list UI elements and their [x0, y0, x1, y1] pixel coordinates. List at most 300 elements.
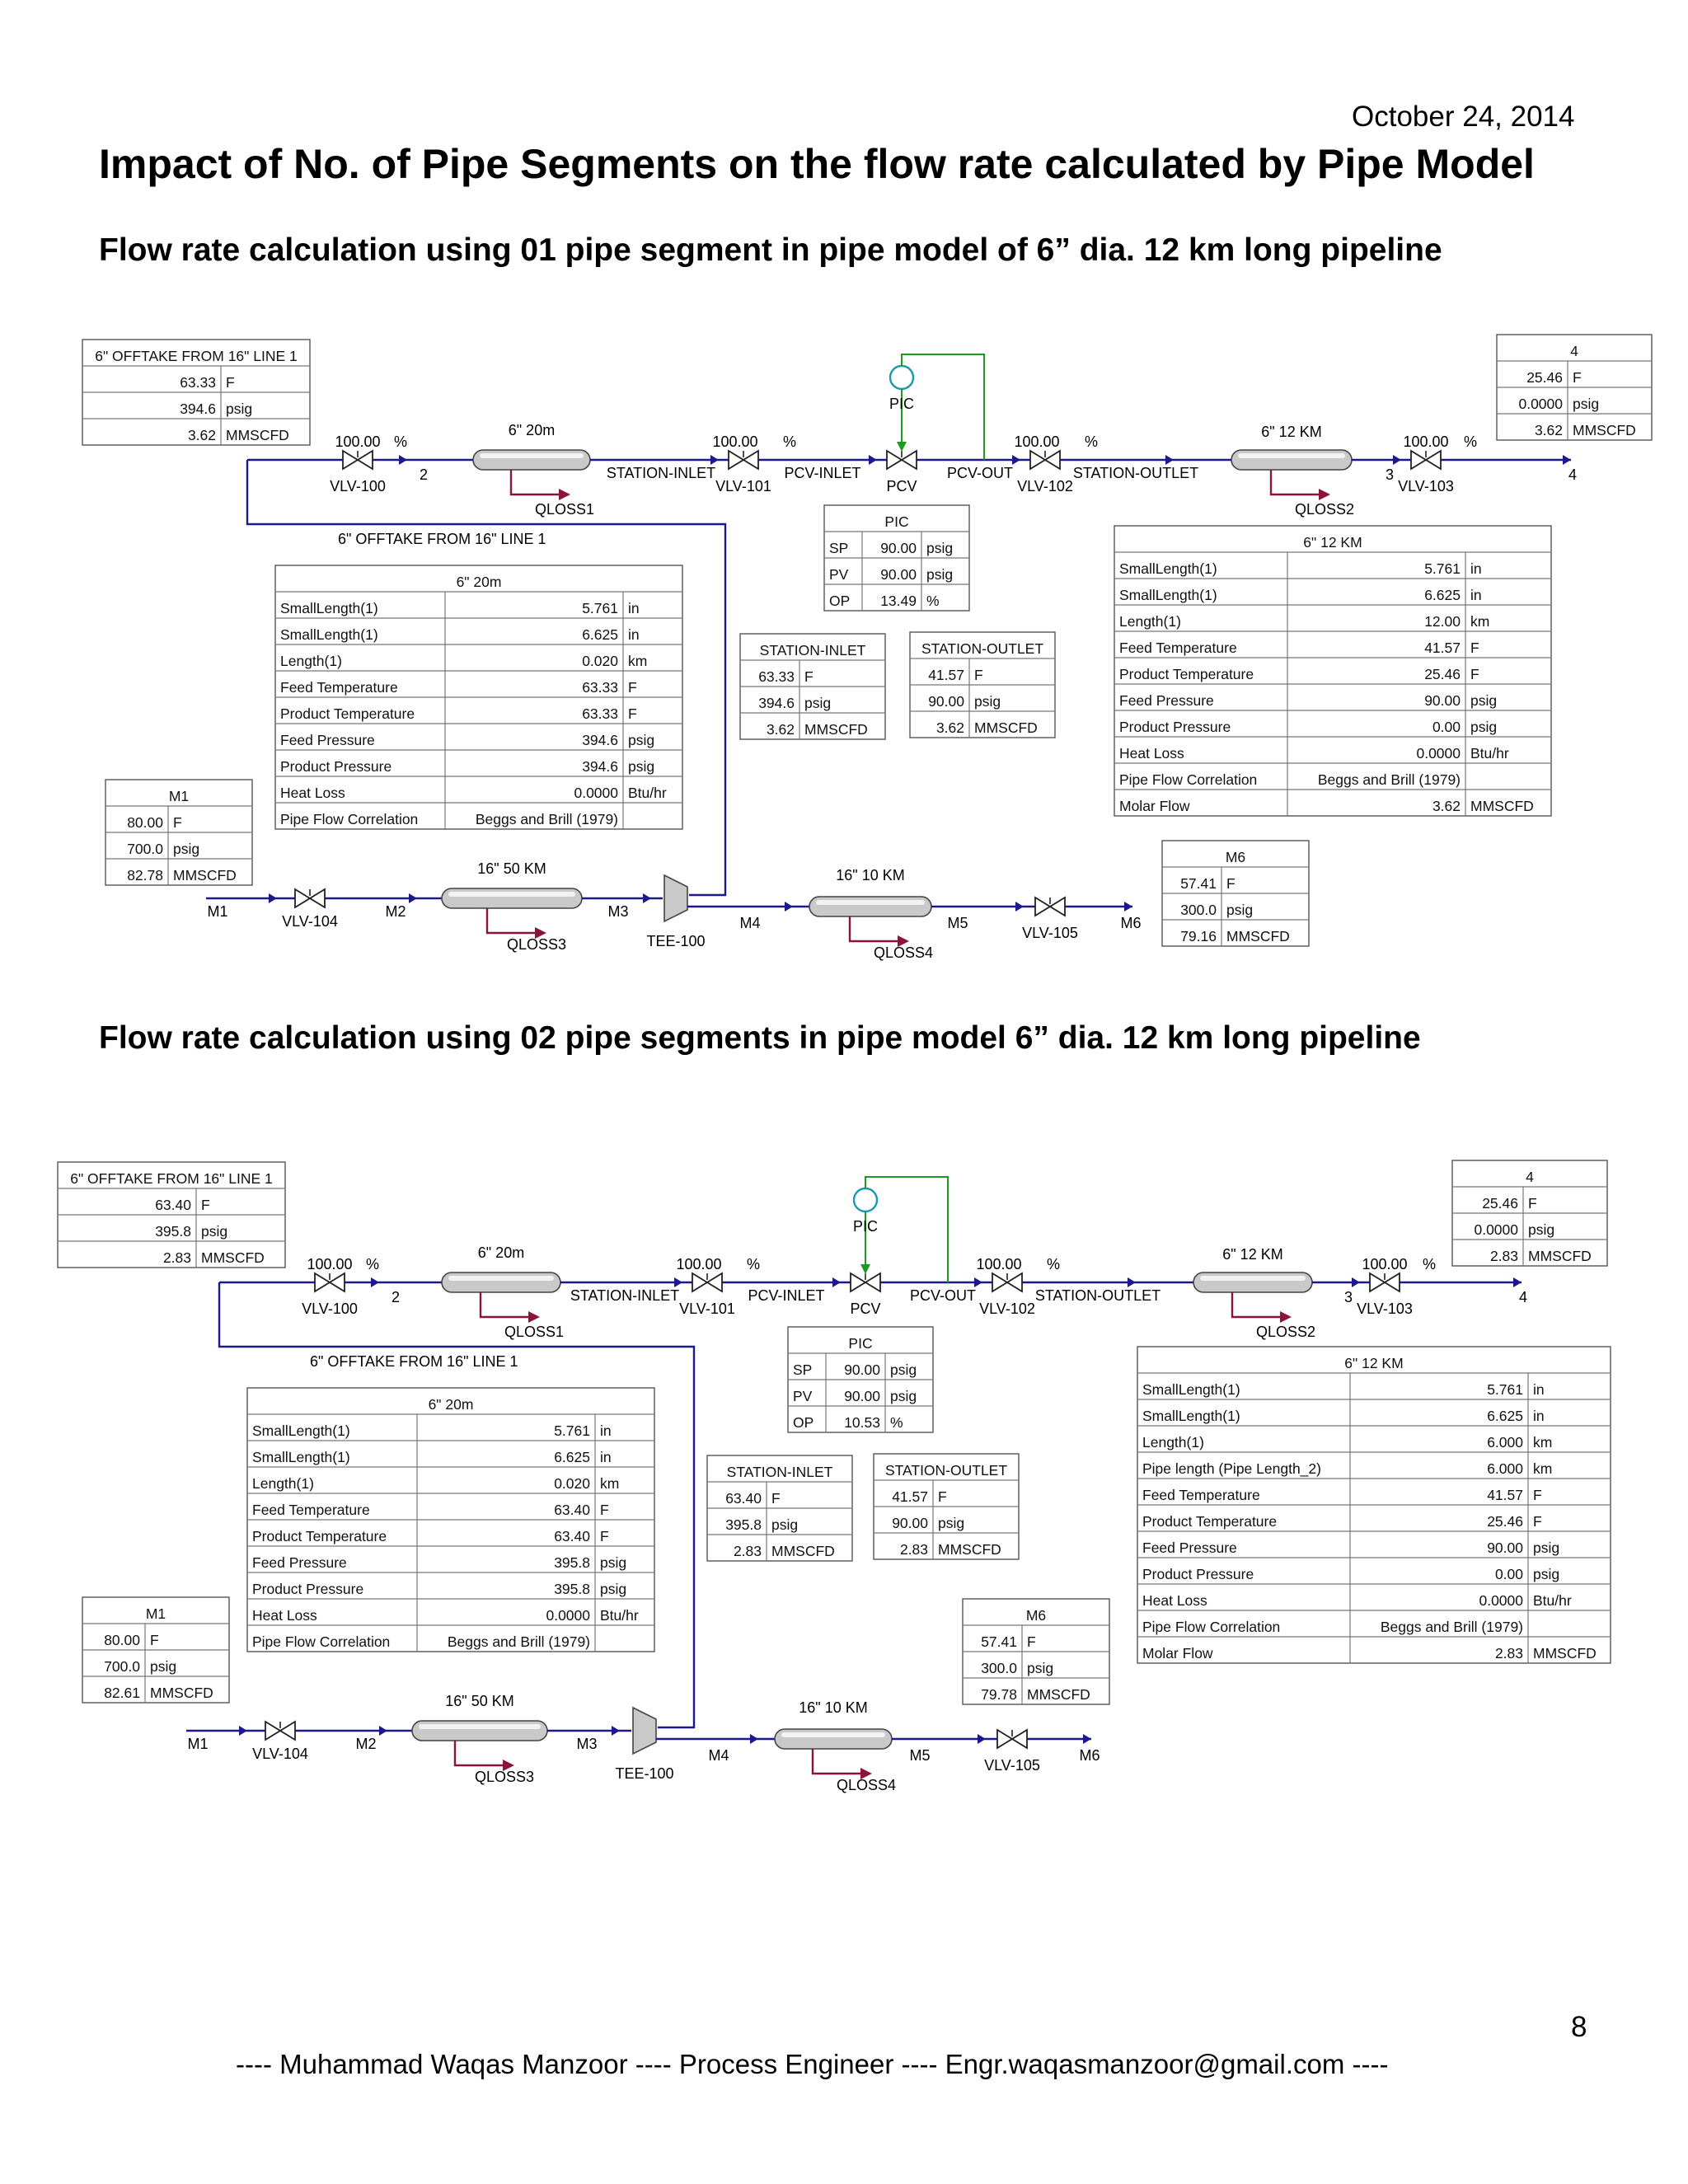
table-stream-4 — [1452, 1160, 1607, 1266]
qloss3-label: QLOSS3 — [474, 1769, 535, 1785]
table-pipe-6in-12km-cell: Product Pressure — [1119, 719, 1231, 735]
pipe-6in-12km-label: 6" 12 KM — [1222, 1246, 1283, 1263]
pic-controller-symbol — [890, 366, 913, 389]
table-m1-cell: 700.0 — [104, 1658, 140, 1675]
valve-vlv-101 — [692, 1273, 722, 1291]
table-offtake-cell: F — [201, 1197, 210, 1213]
pic-label: PIC — [889, 396, 915, 412]
table-m1-cell: F — [150, 1632, 159, 1648]
vlv-102-opening-unit: % — [1047, 1256, 1061, 1272]
table-pic-cell: SP — [793, 1361, 813, 1378]
table-station-inlet-cell: 3.62 — [766, 721, 795, 738]
pcv-inlet-arrow — [832, 1277, 841, 1287]
pipe-16in-10km-label: 16" 10 KM — [799, 1699, 868, 1716]
table-pipe-6in-12km-cell: Product Temperature — [1119, 666, 1254, 682]
m3-label: M3 — [576, 1736, 598, 1752]
pcv-out-label: PCV-OUT — [946, 465, 1014, 481]
table-station-inlet-cell: MMSCFD — [771, 1543, 835, 1559]
table-pipe-6in-20m-cell: 395.8 — [554, 1581, 590, 1597]
table-pic-cell: PV — [793, 1388, 813, 1404]
qloss1-stream-arrow — [559, 489, 570, 500]
table-stream-4-cell: 25.46 — [1526, 369, 1563, 386]
pipe-16in-50km-body — [442, 888, 582, 908]
table-offtake-cell: MMSCFD — [226, 427, 289, 443]
qloss4-stream-line — [813, 1749, 864, 1774]
table-m1-cell: MMSCFD — [173, 867, 237, 883]
valve-vlv-104 — [295, 889, 325, 907]
table-offtake-cell: 63.33 — [180, 374, 216, 391]
table-pipe-6in-20m-cell: 0.0000 — [546, 1607, 590, 1624]
table-pipe-6in-20m-cell: Feed Temperature — [252, 1502, 370, 1518]
table-stream-4-cell: psig — [1573, 396, 1600, 412]
table-pipe-6in-20m-cell: Pipe Flow Correlation — [252, 1633, 391, 1650]
table-pipe-6in-12km-cell: SmallLength(1) — [1119, 587, 1217, 603]
table-m1-cell: psig — [150, 1658, 177, 1675]
table-stream-4 — [1497, 335, 1652, 440]
pipe-16in-10km-shine — [816, 900, 925, 905]
table-pipe-6in-20m-cell: F — [628, 679, 637, 696]
table-pipe-6in-12km-cell: Feed Pressure — [1142, 1540, 1237, 1556]
table-pipe-6in-20m-cell: 394.6 — [582, 732, 618, 748]
m3-label: M3 — [607, 903, 629, 920]
qloss4-label: QLOSS4 — [873, 944, 934, 961]
table-pic-cell: psig — [890, 1388, 917, 1404]
pipe-16in-50km-shine — [419, 1724, 541, 1729]
table-pic-cell: OP — [793, 1414, 814, 1431]
station-inlet-arrow — [710, 455, 719, 465]
table-pipe-6in-12km-cell: Btu/hr — [1470, 745, 1509, 762]
vlv-102-label: VLV-102 — [979, 1301, 1035, 1317]
pcv-label: PCV — [886, 478, 917, 494]
pic-output-arrow — [897, 442, 907, 452]
vlv-101-opening-unit: % — [747, 1256, 761, 1272]
pipe-16in-10km-shine — [781, 1732, 885, 1737]
stream-2-label: 2 — [391, 1289, 401, 1305]
table-station-inlet-cell: 63.40 — [725, 1490, 762, 1507]
pipe-6in-20m-body — [442, 1272, 560, 1292]
table-pipe-6in-20m-cell: Pipe Flow Correlation — [280, 811, 419, 827]
vlv-105-label: VLV-105 — [1022, 925, 1078, 941]
table-offtake-title: 6" OFFTAKE FROM 16" LINE 1 — [70, 1170, 273, 1187]
table-station-outlet — [910, 632, 1055, 738]
table-station-outlet-cell: F — [938, 1488, 947, 1505]
table-pic-cell: 90.00 — [880, 540, 917, 556]
table-pipe-6in-12km-cell: 41.57 — [1487, 1487, 1523, 1503]
table-station-inlet-cell: 2.83 — [733, 1543, 762, 1559]
table-m1-cell: 82.61 — [104, 1685, 140, 1701]
flowsheet-2-pipe-segments — [0, 1154, 1688, 1797]
table-pipe-6in-20m-cell: Product Temperature — [280, 705, 415, 722]
table-pic-cell: psig — [926, 540, 954, 556]
table-pic-cell: psig — [890, 1361, 917, 1378]
valve-vlv-101 — [729, 451, 758, 469]
table-pipe-6in-20m — [275, 565, 682, 829]
table-m6-cell: 79.78 — [981, 1686, 1017, 1703]
qloss1-stream-line — [481, 1292, 532, 1317]
table-pipe-6in-20m-cell: 0.0000 — [574, 785, 618, 801]
table-pipe-6in-12km-cell: MMSCFD — [1470, 798, 1534, 814]
pipe-16in-50km-label: 16" 50 KM — [445, 1693, 514, 1709]
valve-pcv — [887, 451, 917, 469]
table-pipe-6in-20m-cell: psig — [600, 1554, 627, 1571]
vlv-104-label: VLV-104 — [282, 913, 338, 930]
m5-label: M5 — [909, 1747, 931, 1764]
tee-100-symbol — [664, 875, 687, 921]
table-pipe-6in-12km-cell: F — [1470, 640, 1479, 656]
table-offtake-cell: F — [226, 374, 235, 391]
table-station-outlet-cell: 2.83 — [899, 1541, 928, 1558]
table-station-inlet-cell: F — [771, 1490, 781, 1507]
table-pipe-6in-12km-cell: SmallLength(1) — [1142, 1408, 1240, 1424]
vlv-103-label: VLV-103 — [1357, 1301, 1413, 1317]
stream-2-arrow — [399, 455, 407, 465]
table-pipe-6in-12km-cell: 12.00 — [1424, 613, 1461, 630]
tee-100-label: TEE-100 — [615, 1765, 674, 1782]
table-station-outlet-cell: 90.00 — [928, 693, 964, 710]
table-pipe-6in-20m-cell: 394.6 — [582, 758, 618, 775]
table-station-outlet-cell: 41.57 — [892, 1488, 928, 1505]
footer-author-line: ---- Muhammad Waqas Manzoor ---- Process Engineer ---- Engr.waqasmanzoor@gmail.com ---- — [236, 2049, 1389, 2079]
table-station-outlet-cell: psig — [938, 1515, 965, 1531]
offtake-stream-label: 6" OFFTAKE FROM 16" LINE 1 — [338, 531, 546, 547]
table-station-outlet-cell: psig — [974, 693, 1001, 710]
table-offtake — [82, 340, 310, 445]
table-pipe-6in-20m — [247, 1388, 654, 1652]
flowsheet-1-pipe-segment — [0, 330, 1688, 972]
qloss2-stream-arrow — [1280, 1311, 1292, 1323]
table-pipe-6in-20m-cell: Beggs and Brill (1979) — [447, 1633, 590, 1650]
table-pipe-6in-20m-cell: 63.40 — [554, 1502, 590, 1518]
pipe-16in-10km — [809, 897, 931, 916]
m4-label: M4 — [739, 915, 761, 931]
table-pipe-6in-12km-cell: in — [1533, 1408, 1545, 1424]
table-m6-cell: psig — [1226, 902, 1254, 918]
table-pipe-6in-12km-cell: 6.000 — [1487, 1460, 1523, 1477]
table-m6-cell: 79.16 — [1180, 928, 1217, 944]
table-m1-cell: MMSCFD — [150, 1685, 213, 1701]
table-pipe-6in-12km-cell: in — [1533, 1381, 1545, 1398]
vlv-101-opening: 100.00 — [676, 1256, 722, 1272]
table-pipe-6in-20m-cell: Beggs and Brill (1979) — [475, 811, 618, 827]
table-m6-cell: MMSCFD — [1027, 1686, 1090, 1703]
table-pipe-6in-12km-cell: Product Temperature — [1142, 1513, 1278, 1530]
table-pipe-6in-12km-cell: Length(1) — [1142, 1434, 1204, 1451]
table-pipe-6in-12km-cell: Btu/hr — [1533, 1592, 1572, 1609]
stream-4-label: 4 — [1518, 1289, 1528, 1305]
table-pipe-6in-20m-cell: SmallLength(1) — [252, 1422, 350, 1439]
stream-m3-arrow — [612, 1726, 620, 1736]
table-pipe-6in-12km-cell: in — [1470, 560, 1482, 577]
m6-label: M6 — [1120, 915, 1142, 931]
table-pipe-6in-12km-cell: 0.00 — [1432, 719, 1461, 735]
table-m1-cell: psig — [173, 841, 200, 857]
table-pipe-6in-12km — [1137, 1347, 1611, 1663]
qloss2-stream-line — [1271, 470, 1322, 494]
pipe-6in-12km — [1231, 450, 1352, 470]
table-m6-cell: F — [1027, 1633, 1036, 1650]
qloss3-stream-line — [487, 908, 538, 933]
valve-vlv-102 — [1030, 451, 1060, 469]
stream-4-arrow — [1563, 455, 1571, 465]
table-station-inlet-title: STATION-INLET — [726, 1464, 833, 1480]
table-m6 — [1162, 841, 1309, 946]
pic-output-arrow — [860, 1264, 870, 1274]
vlv-101-opening: 100.00 — [712, 434, 758, 450]
station-inlet-label: STATION-INLET — [606, 465, 716, 481]
table-pipe-6in-20m-cell: F — [600, 1502, 609, 1518]
table-pic-cell: SP — [829, 540, 849, 556]
stream-m6-arrow — [1083, 1734, 1091, 1744]
pcv-label: PCV — [850, 1301, 881, 1317]
pipe-16in-10km-body — [809, 897, 931, 916]
table-pipe-6in-20m-cell: in — [628, 600, 640, 616]
table-pipe-6in-20m-cell: Feed Pressure — [280, 732, 375, 748]
vlv-105-label: VLV-105 — [984, 1757, 1040, 1774]
table-pic-cell: 90.00 — [880, 566, 917, 583]
table-pipe-6in-20m-cell: F — [628, 705, 637, 722]
table-stream-4-cell: MMSCFD — [1528, 1248, 1592, 1264]
table-pipe-6in-20m-cell: psig — [628, 732, 655, 748]
stream-m2-arrow — [409, 893, 417, 903]
table-offtake-title: 6" OFFTAKE FROM 16" LINE 1 — [95, 348, 298, 364]
table-m6-title: M6 — [1025, 1607, 1047, 1624]
table-pipe-6in-20m-cell: Length(1) — [252, 1475, 314, 1492]
station-outlet-arrow — [1128, 1277, 1136, 1287]
table-pipe-6in-20m-cell: Heat Loss — [280, 785, 345, 801]
table-m1-cell: 80.00 — [104, 1632, 140, 1648]
table-pipe-6in-12km-cell: Feed Temperature — [1119, 640, 1237, 656]
table-pic-cell: 90.00 — [844, 1388, 880, 1404]
qloss1-label: QLOSS1 — [504, 1324, 565, 1340]
table-station-inlet-cell: 63.33 — [758, 668, 795, 685]
table-pipe-6in-12km-cell: 41.57 — [1424, 640, 1461, 656]
stream-m1-arrow — [239, 1726, 247, 1736]
pipe-6in-12km-shine — [1238, 453, 1345, 458]
table-stream-4-cell: F — [1573, 369, 1582, 386]
table-pipe-6in-20m-cell: SmallLength(1) — [252, 1449, 350, 1465]
table-pipe-6in-12km-cell: 25.46 — [1487, 1513, 1523, 1530]
table-station-inlet-cell: F — [804, 668, 814, 685]
stream-3-label: 3 — [1343, 1289, 1353, 1305]
stream-3-arrow — [1393, 455, 1401, 465]
table-pipe-6in-12km-title: 6" 12 KM — [1303, 534, 1362, 551]
table-m1-cell: 700.0 — [127, 841, 163, 857]
table-m6-cell: 57.41 — [981, 1633, 1017, 1650]
qloss1-label: QLOSS1 — [534, 501, 595, 518]
pipe-6in-20m-label: 6" 20m — [477, 1244, 525, 1261]
table-pic-cell: 10.53 — [844, 1414, 880, 1431]
m5-label: M5 — [947, 915, 968, 931]
table-station-outlet — [874, 1454, 1019, 1559]
stream-4-arrow — [1513, 1277, 1522, 1287]
table-pipe-6in-20m-cell: SmallLength(1) — [280, 626, 378, 643]
qloss1-stream-line — [511, 470, 562, 494]
table-station-inlet-cell: MMSCFD — [804, 721, 868, 738]
table-pipe-6in-12km-cell: F — [1533, 1487, 1542, 1503]
vlv-103-opening: 100.00 — [1362, 1256, 1408, 1272]
vlv-104-label: VLV-104 — [252, 1746, 308, 1762]
pipe-16in-50km — [412, 1721, 547, 1741]
pipe-6in-12km-label: 6" 12 KM — [1261, 424, 1322, 440]
table-offtake — [58, 1162, 285, 1268]
pipe-6in-20m-shine — [480, 453, 584, 458]
table-m1-cell: F — [173, 814, 182, 831]
station-inlet-arrow — [674, 1277, 682, 1287]
pcv-inlet-label: PCV-INLET — [748, 1287, 825, 1304]
vlv-102-opening-unit: % — [1085, 434, 1099, 450]
table-pic-title: PIC — [884, 513, 909, 530]
table-pipe-6in-12km-cell: Pipe Flow Correlation — [1142, 1619, 1281, 1635]
table-pipe-6in-12km-cell: Product Pressure — [1142, 1566, 1254, 1582]
table-pipe-6in-20m-cell: Feed Pressure — [252, 1554, 347, 1571]
table-station-outlet-cell: 41.57 — [928, 667, 964, 683]
table-pipe-6in-20m-cell: 63.33 — [582, 679, 618, 696]
stream-m6-arrow — [1124, 902, 1132, 912]
table-station-outlet-cell: 90.00 — [892, 1515, 928, 1531]
table-pipe-6in-12km-cell: 90.00 — [1424, 692, 1461, 709]
pic-controller-symbol — [854, 1188, 877, 1212]
table-pipe-6in-20m-cell: in — [600, 1422, 612, 1439]
table-m1 — [106, 780, 252, 885]
table-pipe-6in-12km-cell: Beggs and Brill (1979) — [1317, 771, 1461, 788]
page-title: Impact of No. of Pipe Segments on the flow rate calculated by Pipe Model — [99, 141, 1535, 187]
vlv-100-opening-unit: % — [366, 1256, 380, 1272]
table-pipe-6in-12km-cell: psig — [1533, 1540, 1560, 1556]
table-m1-title: M1 — [145, 1605, 166, 1622]
pipe-6in-20m-shine — [448, 1276, 554, 1281]
table-stream-4-cell: psig — [1528, 1221, 1555, 1238]
vlv-103-opening: 100.00 — [1403, 434, 1449, 450]
table-pipe-6in-20m-cell: Product Pressure — [252, 1581, 364, 1597]
stream-2-arrow — [371, 1277, 379, 1287]
qloss2-stream-arrow — [1319, 489, 1330, 500]
vlv-103-label: VLV-103 — [1398, 478, 1454, 494]
pipe-16in-50km-body — [412, 1721, 547, 1741]
table-station-inlet-cell: 394.6 — [758, 695, 795, 711]
table-m1 — [82, 1597, 229, 1703]
table-stream-4-cell: F — [1528, 1195, 1537, 1212]
pcv-out-arrow — [974, 1277, 982, 1287]
table-station-outlet-cell: 3.62 — [935, 719, 964, 736]
qloss2-label: QLOSS2 — [1255, 1324, 1316, 1340]
table-pic — [824, 505, 969, 611]
table-offtake-cell: 395.8 — [155, 1223, 191, 1240]
vlv-103-opening-unit: % — [1423, 1256, 1437, 1272]
table-pipe-6in-20m-cell: 6.625 — [582, 626, 618, 643]
table-pipe-6in-12km-cell: Heat Loss — [1119, 745, 1184, 762]
stream-m2-arrow — [379, 1726, 387, 1736]
table-pipe-6in-20m-cell: 0.020 — [554, 1475, 590, 1492]
valve-vlv-103 — [1411, 451, 1441, 469]
table-offtake-cell: 394.6 — [180, 401, 216, 417]
table-pipe-6in-12km-cell: 6.625 — [1424, 587, 1461, 603]
table-pipe-6in-12km-title: 6" 12 KM — [1344, 1355, 1404, 1371]
m4-label: M4 — [708, 1747, 729, 1764]
diagram2-heading: Flow rate calculation using 02 pipe segments in pipe model 6” dia. 12 km long pipeline — [99, 1020, 1421, 1056]
table-pipe-6in-20m-cell: Feed Temperature — [280, 679, 398, 696]
table-pipe-6in-20m-cell: 5.761 — [554, 1422, 590, 1439]
pipe-6in-12km-body — [1231, 450, 1352, 470]
table-pipe-6in-20m-cell: in — [628, 626, 640, 643]
table-station-outlet-title: STATION-OUTLET — [884, 1462, 1008, 1479]
table-station-inlet-cell: 395.8 — [725, 1516, 762, 1533]
table-pipe-6in-12km-cell: 0.0000 — [1416, 745, 1461, 762]
table-pipe-6in-20m-title: 6" 20m — [428, 1396, 474, 1413]
qloss1-stream-arrow — [528, 1311, 540, 1323]
table-pipe-6in-12km-cell: Molar Flow — [1119, 798, 1190, 814]
table-pipe-6in-20m-cell: Btu/hr — [628, 785, 667, 801]
pipe-16in-50km-label: 16" 50 KM — [477, 860, 546, 877]
table-station-outlet-cell: F — [974, 667, 983, 683]
table-pipe-6in-12km-cell: F — [1533, 1513, 1542, 1530]
pipe-6in-12km — [1193, 1272, 1312, 1292]
table-pipe-6in-12km-cell: Pipe Flow Correlation — [1119, 771, 1258, 788]
table-pipe-6in-20m-cell: km — [628, 653, 648, 669]
table-stream-4-cell: 3.62 — [1534, 422, 1563, 438]
table-pipe-6in-12km-cell: psig — [1470, 692, 1498, 709]
stream-m5-arrow — [1015, 902, 1024, 912]
vlv-103-opening-unit: % — [1464, 434, 1478, 450]
table-pipe-6in-12km-cell: km — [1470, 613, 1490, 630]
stream-3-arrow — [1352, 1277, 1360, 1287]
table-offtake-cell: 2.83 — [162, 1249, 191, 1266]
table-m6-title: M6 — [1225, 849, 1246, 865]
table-pic-title: PIC — [848, 1335, 873, 1352]
table-m6 — [963, 1599, 1109, 1704]
table-station-inlet-title: STATION-INLET — [759, 642, 866, 658]
table-pic-cell: % — [926, 593, 940, 609]
valve-vlv-103 — [1370, 1273, 1400, 1291]
table-pipe-6in-20m-cell: 5.761 — [582, 600, 618, 616]
table-m6-cell: MMSCFD — [1226, 928, 1290, 944]
m6-label: M6 — [1079, 1747, 1100, 1764]
stream-4-label: 4 — [1568, 466, 1578, 483]
vlv-100-label: VLV-100 — [302, 1301, 358, 1317]
table-pic — [788, 1327, 933, 1432]
m1-label: M1 — [207, 903, 228, 920]
pipe-6in-20m — [473, 450, 590, 470]
table-m6-cell: F — [1226, 875, 1236, 892]
table-m1-cell: 80.00 — [127, 814, 163, 831]
pcv-out-label: PCV-OUT — [909, 1287, 977, 1304]
table-stream-4-cell: 0.0000 — [1518, 396, 1563, 412]
table-pipe-6in-12km-cell: Pipe length (Pipe Length_2) — [1142, 1460, 1321, 1477]
document-date: October 24, 2014 — [1352, 101, 1575, 133]
pipe-6in-20m-label: 6" 20m — [508, 422, 556, 438]
table-pipe-6in-20m-cell: 63.40 — [554, 1528, 590, 1544]
vlv-101-label: VLV-101 — [679, 1301, 735, 1317]
table-offtake-cell: psig — [226, 401, 253, 417]
table-pipe-6in-12km-cell: Feed Temperature — [1142, 1487, 1260, 1503]
tee-100-symbol — [633, 1708, 656, 1754]
table-pipe-6in-12km-cell: Feed Pressure — [1119, 692, 1214, 709]
table-pipe-6in-12km-cell: 5.761 — [1424, 560, 1461, 577]
table-pipe-6in-12km-cell: km — [1533, 1434, 1553, 1451]
pcv-out-arrow — [1012, 455, 1020, 465]
table-stream-4-cell: MMSCFD — [1573, 422, 1636, 438]
qloss3-label: QLOSS3 — [506, 936, 567, 953]
station-outlet-label: STATION-OUTLET — [1034, 1287, 1161, 1304]
table-pipe-6in-20m-cell: psig — [600, 1581, 627, 1597]
vlv-102-label: VLV-102 — [1017, 478, 1073, 494]
valve-vlv-100 — [315, 1273, 345, 1291]
table-pipe-6in-20m-cell: Btu/hr — [600, 1607, 639, 1624]
table-pipe-6in-20m-cell: Length(1) — [280, 653, 342, 669]
table-pipe-6in-12km-cell: Length(1) — [1119, 613, 1181, 630]
table-pic-cell: 13.49 — [880, 593, 917, 609]
table-pipe-6in-12km-cell: km — [1533, 1460, 1553, 1477]
qloss4-stream-line — [850, 916, 901, 941]
